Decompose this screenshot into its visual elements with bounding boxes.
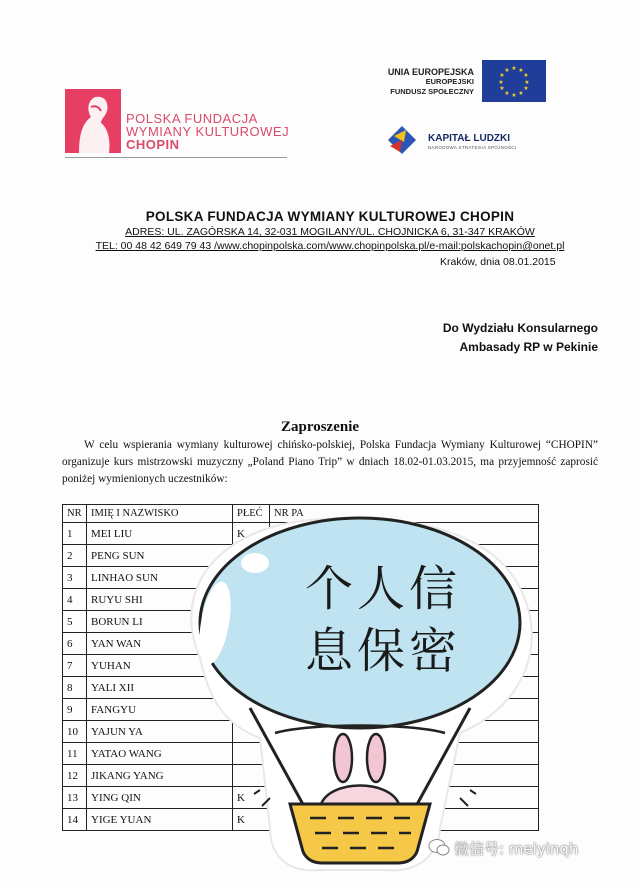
table-cell: 3 — [63, 567, 87, 589]
recipient-line-2: Ambasady RP w Pekinie — [459, 340, 598, 354]
column-header-name: IMIĘ I NAZWISKO — [87, 505, 233, 523]
svg-text:★: ★ — [498, 79, 504, 86]
eu-flag-icon — [482, 60, 546, 102]
svg-text:★: ★ — [511, 65, 517, 72]
column-header-passport: NR PA — [270, 505, 539, 523]
eu-label: UNIA EUROPEJSKA EUROPEJSKI FUNDUSZ SPOŁECZNY — [387, 67, 474, 96]
divider — [65, 157, 287, 158]
table-cell: 8 — [63, 677, 87, 699]
column-header-nr: NR — [63, 505, 87, 523]
column-header-sex: PŁEĆ — [233, 505, 270, 523]
svg-text:★: ★ — [499, 72, 505, 79]
svg-text:★: ★ — [504, 90, 510, 97]
table-cell: 2 — [63, 545, 87, 567]
svg-text:★: ★ — [524, 79, 530, 86]
svg-text:★: ★ — [523, 72, 529, 79]
table-cell: PENG SUN — [87, 545, 233, 567]
watermark-text: 微信号: meiyinqh — [454, 840, 579, 858]
table-cell: FANGYU — [87, 699, 233, 721]
wechat-icon — [428, 838, 450, 858]
table-cell: 13 — [63, 787, 87, 809]
recipient-line-1: Do Wydziału Konsularnego — [442, 321, 598, 335]
table-cell: 10 — [63, 721, 87, 743]
table-cell: YING QIN — [87, 787, 233, 809]
table-cell: YIGE YUAN — [87, 809, 233, 831]
table-cell: 9 — [63, 699, 87, 721]
organization-contact: TEL: 00 48 42 649 79 43 /www.chopinpolska.com/www.chopinpolska.pl/e-mail:polskachopin@onet.pl — [95, 240, 565, 252]
table-cell: YALI XII — [87, 677, 233, 699]
table-cell: 6 — [63, 633, 87, 655]
privacy-sticker-text: 个人信 息保密 — [304, 561, 461, 679]
table-cell: 11 — [63, 743, 87, 765]
organization-title: POLSKA FUNDACJA WYMIANY KULTUROWEJ CHOPIN — [145, 209, 515, 224]
table-cell: 12 — [63, 765, 87, 787]
svg-text:★: ★ — [518, 67, 524, 74]
table-cell: BORUN LI — [87, 611, 233, 633]
table-cell: JIKANG YANG — [87, 765, 233, 787]
chopin-logo-icon — [65, 89, 121, 153]
table-cell: RUYU SHI — [87, 589, 233, 611]
table-cell: 1 — [63, 523, 87, 545]
table-cell: 7 — [63, 655, 87, 677]
table-cell: YUHAN — [87, 655, 233, 677]
kapital-ludzki-label: KAPITAŁ LUDZKI — [428, 133, 511, 144]
svg-text:★: ★ — [504, 67, 510, 74]
svg-text:★: ★ — [523, 85, 529, 92]
table-cell: K — [233, 523, 270, 545]
table-cell: YAN WAN — [87, 633, 233, 655]
kapital-ludzki-subtitle: NARODOWA STRATEGIA SPÓJNOŚCI — [428, 145, 517, 150]
letter-title: Zaproszenie — [280, 419, 360, 435]
table-cell: LINHAO SUN — [87, 567, 233, 589]
foundation-logo-text: POLSKA FUNDACJA WYMIANY KULTUROWEJ CHOPIN — [126, 111, 290, 152]
svg-text:★: ★ — [511, 92, 517, 99]
svg-text:★: ★ — [518, 90, 524, 97]
letter-date: Kraków, dnia 08.01.2015 — [440, 256, 556, 268]
table-cell: K — [233, 787, 270, 809]
organization-address: ADRES: UL. ZAGÓRSKA 14, 32-031 MOGILANY/UL. CHOJNICKA 6, 31-347 KRAKÓW — [125, 226, 535, 238]
svg-text:★: ★ — [499, 85, 505, 92]
table-cell: 5 — [63, 611, 87, 633]
table-cell: YAJUN YA — [87, 721, 233, 743]
table-cell: 14 — [63, 809, 87, 831]
table-cell: MEI LIU — [87, 523, 233, 545]
letter-body: W celu wspierania wymiany kulturowej chińsko-polskiej, Polska Fundacja Wymiany Kulturowej “CHOPIN” organizuje kurs mistrzowski muzyczny „Poland Piano Trip” w dniach 18.02-01.03.2015, ma przyjemność zaprosić poniżej wymienionych uczestników: — [62, 439, 598, 485]
table-cell: K — [233, 809, 270, 831]
kapital-ludzki-icon — [386, 124, 418, 158]
table-cell: 4 — [63, 589, 87, 611]
table-cell: YATAO WANG — [87, 743, 233, 765]
